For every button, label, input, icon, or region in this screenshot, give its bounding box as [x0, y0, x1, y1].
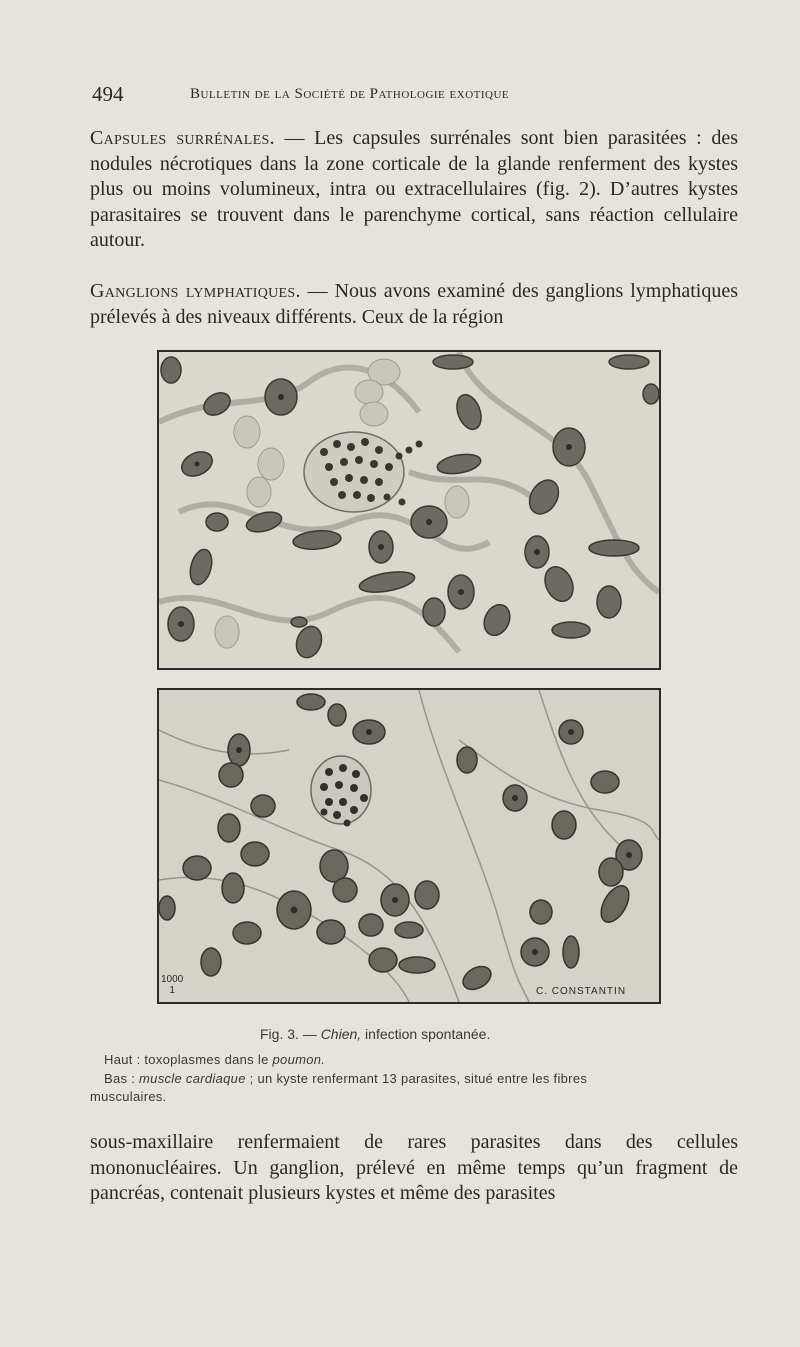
cardiac-muscle-illustration [159, 690, 659, 1002]
paragraph-adrenal-text: — Les capsules surrénales sont bien parasitées : des nodules nécrotiques dans la zone corticale de la glande renferment des kystes plus ou moins volumineux, intra ou extracellulaires (fig. 2). D’autres kystes parasitaires se trouvent dans le parenchyme cortical, sans réaction cellulaire autour. [90, 127, 739, 251]
figure-caption-title [260, 1026, 490, 1042]
caption-line1-prefix: Haut : toxoplasmes dans le [104, 1052, 273, 1067]
caption-line1-italic: poumon. [272, 1052, 326, 1067]
scale-mark [161, 974, 183, 996]
caption-prefix: Fig. 3. — [260, 1026, 321, 1042]
section-heading-adrenal: Capsules surrénales. [90, 127, 275, 149]
section-heading-lymph: Ganglions lymphatiques. [90, 280, 301, 302]
figure-panel-lung [157, 350, 661, 670]
caption-line2-prefix: Bas : [104, 1071, 140, 1086]
caption-line2-italic: muscle cardiaque [139, 1071, 246, 1086]
page-header [92, 82, 712, 112]
caption-line-top [104, 1052, 325, 1067]
scale-sub: 1 [169, 985, 175, 996]
paragraph-continuation: sous-maxillaire renfermaient de rares parasites dans des cellules mononucléaires. Un ganglion, prélevé en même temps qu’un fragment de pancréas, contenait plusieurs kystes et même des parasites [90, 1131, 738, 1204]
paragraph-adrenal [90, 126, 738, 254]
lung-illustration [159, 352, 659, 668]
page-number: 494 [92, 82, 124, 106]
caption-line-continuation: musculaires. [90, 1089, 167, 1104]
caption-rest: infection spontanée. [361, 1026, 491, 1042]
figure-panel-cardiac-muscle [157, 688, 661, 1004]
scale-label: 1000 [161, 974, 184, 985]
caption-line2-rest: ; un kyste renfermant 13 parasites, situé entre les fibres [245, 1071, 588, 1086]
running-title: Bulletin de la Société de Pathologie exotique [190, 86, 510, 102]
paragraph-lymph-text: — Nous avons examiné des ganglions lymphatiques prélevés à des niveaux différents. Ceux de la région [90, 280, 738, 328]
paragraph-lymph [90, 279, 738, 330]
caption-line-bottom [104, 1071, 587, 1086]
caption-italic: Chien, [320, 1026, 362, 1042]
artist-signature: C. CONSTANTIN [536, 986, 627, 997]
